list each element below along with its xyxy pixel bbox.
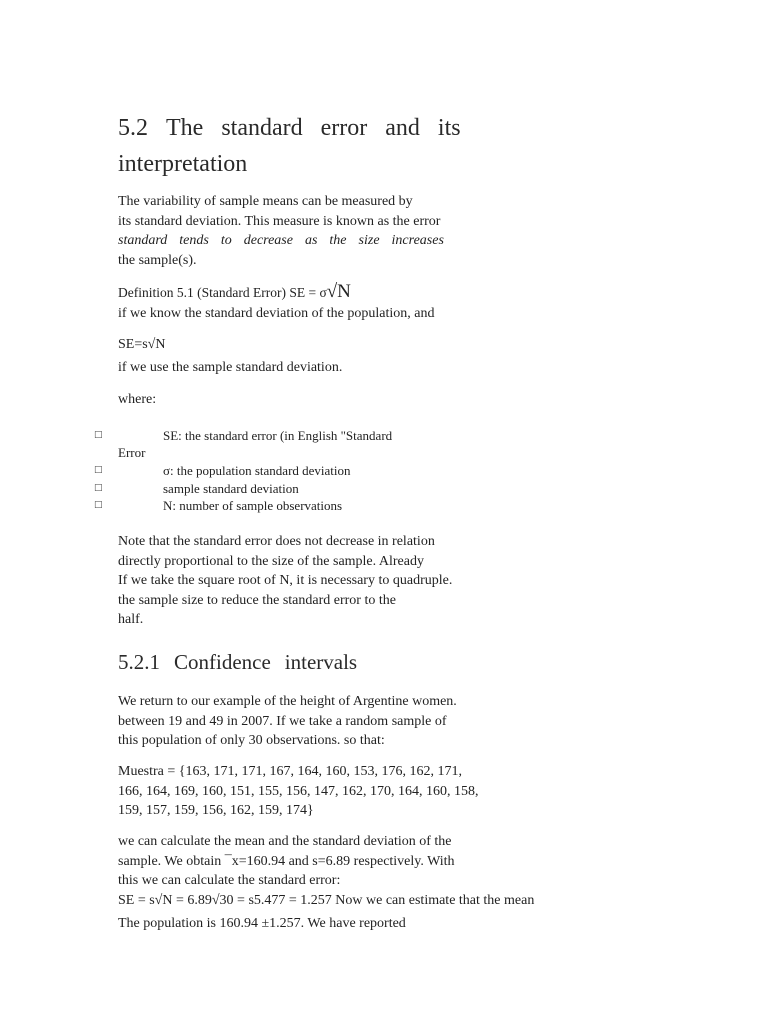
subsection-number: 5.2.1 xyxy=(118,650,160,674)
word: standard xyxy=(118,233,168,248)
calculation-paragraph xyxy=(118,832,455,891)
paragraph-line: the sample(s). xyxy=(118,252,197,268)
definition-root: √N xyxy=(326,281,351,302)
example-paragraph xyxy=(118,692,457,751)
note-paragraph xyxy=(118,532,452,630)
word: the xyxy=(329,233,347,248)
bullet-box-icon: □ xyxy=(94,483,103,493)
paragraph-line: Muestra = {163, 171, 171, 167, 164, 160, 153, 176, 162, 171, xyxy=(118,764,462,779)
heading-word: error xyxy=(320,115,368,141)
bullet-box-icon: □ xyxy=(94,465,103,475)
paragraph-line: this population of only 30 observations. so that: xyxy=(118,733,385,748)
word: as xyxy=(304,233,318,248)
heading-word: standard xyxy=(221,115,303,141)
word: to xyxy=(220,233,232,248)
section-number: 5.2 xyxy=(118,115,148,141)
section-heading-line2: interpretation xyxy=(118,151,248,177)
intro-paragraph xyxy=(118,192,444,270)
where-label: where: xyxy=(118,392,157,407)
se-sample-formula: SE=s√N xyxy=(118,337,166,352)
paragraph-line: We return to our example of the height of Argentine women. xyxy=(118,694,457,709)
paragraph-line: If we take the square root of N, it is necessary to quadruple. xyxy=(118,573,453,588)
definition-text: Definition 5.1 (Standard Error) SE = σ xyxy=(118,285,327,300)
heading-word: Confidence xyxy=(174,650,271,674)
definition-line xyxy=(118,282,351,304)
se-calculation-line: SE = s√N = 6.89√30 = s5.477 = 1.257 Now we can estimate that the mean xyxy=(118,893,535,908)
paragraph-line: The variability of sample means can be measured by xyxy=(118,194,413,209)
paragraph-line: half. xyxy=(118,612,144,627)
word: tends xyxy=(179,233,209,248)
heading-word: and xyxy=(385,115,420,141)
paragraph-line: sample. We obtain ¯x=160.94 and s=6.89 respectively. With xyxy=(118,853,455,869)
bullet-box-icon: □ xyxy=(94,430,103,440)
se-sample-text: if we use the sample standard deviation. xyxy=(118,360,343,375)
heading-word: intervals xyxy=(284,650,358,674)
paragraph-line: the sample size to reduce the standard error to the xyxy=(118,592,396,608)
list-item: N: number of sample observations xyxy=(163,498,343,513)
subsection-heading xyxy=(118,648,357,676)
word: size xyxy=(358,233,380,248)
estimate-line: The population is 160.94 ±1.257. We have reported xyxy=(118,916,406,931)
paragraph-line: this we can calculate the standard error: xyxy=(118,873,341,888)
paragraph-line: we can calculate the mean and the standard deviation of the xyxy=(118,834,452,849)
word: increases xyxy=(391,233,444,248)
paragraph-line: 166, 164, 169, 160, 151, 155, 156, 147, 162, 170, 164, 160, 158, xyxy=(118,783,479,799)
paragraph-line: directly proportional to the size of the sample. Already xyxy=(118,553,424,569)
heading-word: The xyxy=(166,115,204,141)
bullet-box-icon: □ xyxy=(94,500,103,510)
section-heading xyxy=(118,110,461,146)
sample-data-paragraph xyxy=(118,762,479,821)
word: decrease xyxy=(243,233,293,248)
list-item: SE: the standard error (in English "Standard xyxy=(163,428,393,443)
definition-line2: if we know the standard deviation of the population, and xyxy=(118,306,435,321)
paragraph-line: 159, 157, 159, 156, 162, 159, 174} xyxy=(118,803,314,818)
paragraph-line: its standard deviation. This measure is known as the error xyxy=(118,213,441,229)
list-item-continuation: Error xyxy=(118,445,146,460)
list-item: σ: the population standard deviation xyxy=(163,463,351,478)
list-item: sample standard deviation xyxy=(163,481,299,496)
paragraph-line: between 19 and 49 in 2007. If we take a random sample of xyxy=(118,713,447,729)
paragraph-line: Note that the standard error does not decrease in relation xyxy=(118,534,435,549)
italic-line xyxy=(118,231,444,251)
heading-word: its xyxy=(437,115,461,141)
